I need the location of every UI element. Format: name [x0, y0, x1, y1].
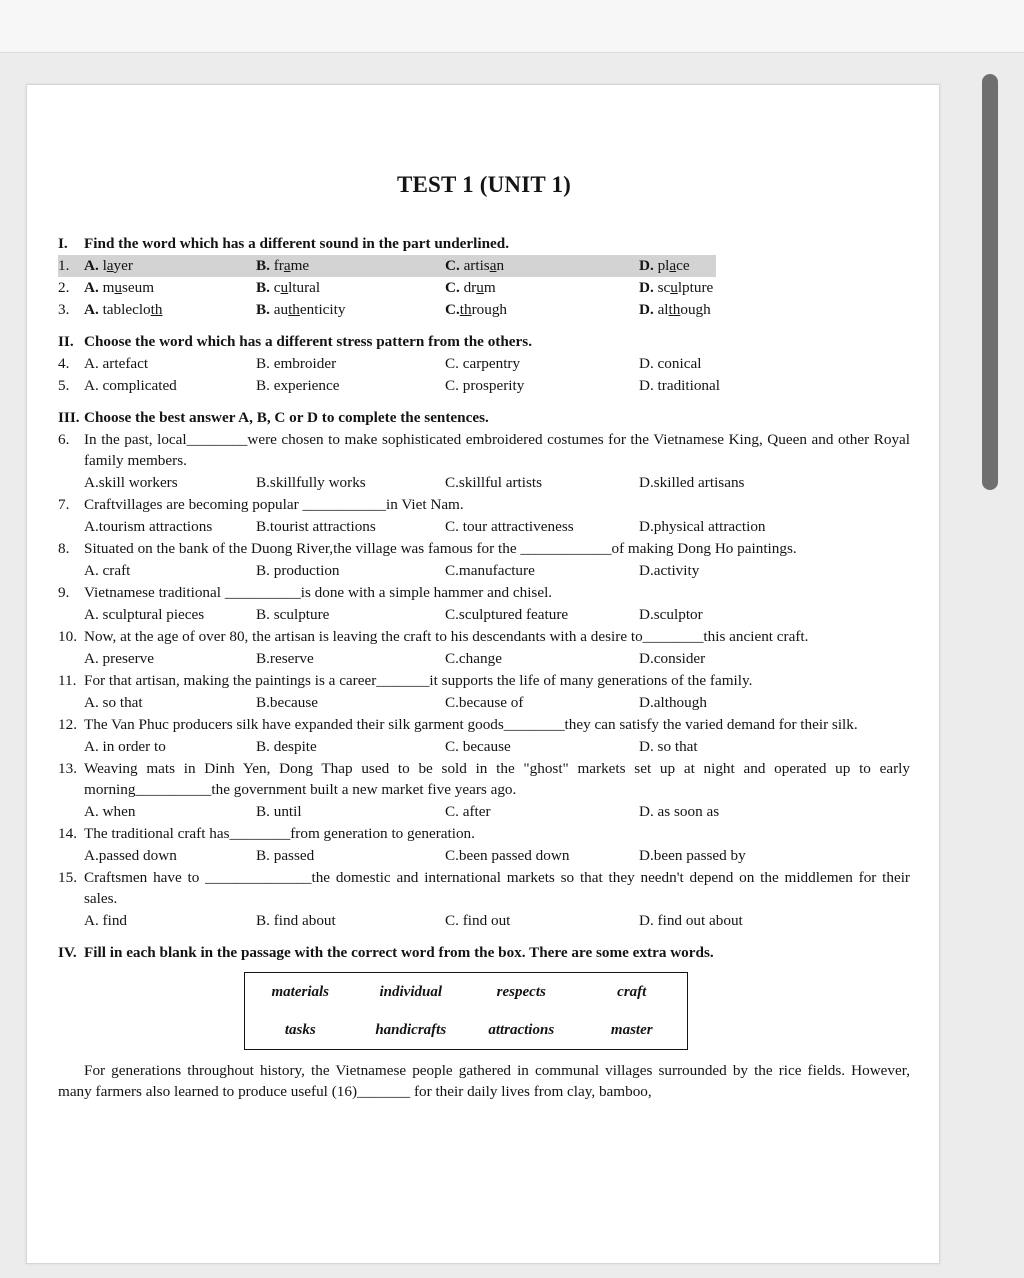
word-box-item: materials	[271, 983, 329, 1000]
option-a: A. find	[84, 912, 128, 929]
option-a: A. artefact	[84, 355, 149, 372]
question-number: 4.	[58, 355, 70, 372]
question-options	[58, 844, 910, 867]
section-number: III.	[58, 409, 80, 426]
question-12	[58, 714, 910, 758]
option-c: C.because of	[445, 694, 524, 711]
option-b: B.tourist attractions	[256, 518, 376, 535]
question-text: Weaving mats in Dinh Yen, Dong Thap used to be sold in the "ghost" markets set up at night and operated up to early morning__________the government built a new market five years ago.	[84, 760, 910, 798]
option-a: A. museum	[84, 279, 155, 296]
question-options	[58, 515, 910, 538]
option-d: D. find out about	[639, 912, 743, 929]
question-number: 15.	[58, 869, 77, 886]
section-2-heading	[58, 331, 910, 353]
question-options	[58, 735, 910, 758]
option-c: C.manufacture	[445, 562, 535, 579]
option-a: A. in order to	[84, 738, 166, 755]
page-title: TEST 1 (UNIT 1)	[396, 172, 572, 197]
question-6	[58, 429, 910, 494]
section-number: I.	[58, 235, 68, 252]
section-4-heading	[58, 942, 910, 964]
question-number: 6.	[58, 431, 70, 448]
question-stem	[58, 758, 910, 800]
word-box-item: attractions	[488, 1021, 555, 1038]
section-text: Fill in each blank in the passage with the correct word from the box. There are some extra words.	[84, 944, 714, 961]
option-c: C. artisan	[445, 257, 505, 274]
word-box-wrapper	[236, 972, 696, 1050]
question-stem	[58, 670, 910, 691]
option-b: B. authenticity	[256, 301, 346, 318]
question-options	[58, 559, 910, 582]
section-text: Choose the word which has a different stress pattern from the others.	[84, 333, 532, 350]
question-13	[58, 758, 910, 823]
option-d: D. although	[639, 301, 711, 318]
scrollbar-thumb[interactable]	[982, 74, 998, 490]
question-text: The Van Phuc producers silk have expanded their silk garment goods________they can satisfy the varied demand for their silk.	[84, 716, 858, 733]
option-c: C. because	[445, 738, 511, 755]
option-b: B.skillfully works	[256, 474, 366, 491]
option-c: C. carpentry	[445, 355, 521, 372]
option-b: B. despite	[256, 738, 317, 755]
section-1-heading	[58, 233, 910, 255]
question-5	[58, 375, 910, 397]
option-a: A. craft	[84, 562, 131, 579]
mcq-list	[58, 429, 910, 932]
option-a: A. so that	[84, 694, 143, 711]
question-1	[58, 255, 716, 277]
question-8	[58, 538, 910, 582]
question-stem	[58, 867, 910, 909]
option-b: B. embroider	[256, 355, 337, 372]
option-d: D.been passed by	[639, 847, 746, 864]
option-a: A. when	[84, 803, 136, 820]
option-c: C.change	[445, 650, 502, 667]
question-stem	[58, 582, 910, 603]
question-number: 7.	[58, 496, 70, 513]
question-text: Vietnamese traditional __________is done with a simple hammer and chisel.	[84, 584, 553, 601]
option-c: C.been passed down	[445, 847, 570, 864]
section-3-heading	[58, 407, 910, 429]
option-d: D.consider	[639, 650, 706, 667]
question-text: Craftvillages are becoming popular ___________in Viet Nam.	[84, 496, 464, 513]
word-box-item: individual	[379, 983, 442, 1000]
section-number: IV.	[58, 944, 77, 961]
word-box-item: tasks	[284, 1021, 316, 1038]
question-options	[58, 800, 910, 823]
option-c: C. drum	[445, 279, 496, 296]
word-box-row	[245, 1011, 687, 1049]
question-15	[58, 867, 910, 932]
word-box-item: handicrafts	[375, 1021, 447, 1038]
question-number: 8.	[58, 540, 70, 557]
question-number: 3.	[58, 301, 70, 318]
section-number: II.	[58, 333, 74, 350]
question-text: Situated on the bank of the Duong River,the village was famous for the ____________of making Dong Ho paintings.	[84, 540, 797, 557]
option-d: D.sculptor	[639, 606, 703, 623]
option-d: D.skilled artisans	[639, 474, 745, 491]
option-d: D. traditional	[639, 377, 720, 394]
question-text: In the past, local________were chosen to make sophisticated embroidered costumes for the Vietnamese King, Queen and other Royal family members.	[84, 431, 910, 469]
option-b: B.reserve	[256, 650, 314, 667]
option-d: D. so that	[639, 738, 698, 755]
word-box-item: respects	[496, 983, 546, 1000]
option-c: C.through	[445, 301, 508, 318]
top-bar	[0, 0, 1024, 53]
question-4	[58, 353, 910, 375]
option-d: D. sculpture	[639, 279, 714, 296]
option-c: C.sculptured feature	[445, 606, 569, 623]
question-11	[58, 670, 910, 714]
question-options	[58, 471, 910, 494]
question-text: Now, at the age of over 80, the artisan is leaving the craft to his descendants with a desire to________this ancient craft.	[84, 628, 809, 645]
option-d: D.physical attraction	[639, 518, 766, 535]
option-b: B. sculpture	[256, 606, 330, 623]
question-stem	[58, 538, 910, 559]
question-stem	[58, 714, 910, 735]
word-box-row	[245, 973, 687, 1011]
option-c: C. prosperity	[445, 377, 525, 394]
option-b: B.because	[256, 694, 318, 711]
question-number: 10.	[58, 628, 77, 645]
question-text: For that artisan, making the paintings is a career_______it supports the life of many generations of the family.	[84, 672, 753, 689]
option-d: D.although	[639, 694, 707, 711]
question-options	[58, 909, 910, 932]
option-c: C. find out	[445, 912, 511, 929]
question-options	[58, 647, 910, 670]
word-box-item: master	[610, 1021, 653, 1038]
option-a: A. layer	[84, 257, 133, 274]
question-stem	[58, 494, 910, 515]
option-b: B. frame	[256, 257, 310, 274]
option-d: D. as soon as	[639, 803, 720, 820]
question-text: Craftsmen have to ______________the domestic and international markets so that they needn't depend on the middlemen for their sales.	[84, 869, 910, 907]
question-9	[58, 582, 910, 626]
option-b: B. find about	[256, 912, 336, 929]
option-a: A. sculptural pieces	[84, 606, 205, 623]
passage-text: For generations throughout history, the Vietnamese people gathered in communal villages surrounded by the rice fields. However, many farmers also learned to produce useful (16)_______ for their daily lives from clay, bamboo,	[58, 1062, 910, 1100]
section-text: Find the word which has a different sound in the part underlined.	[84, 235, 510, 252]
question-options	[58, 603, 910, 626]
question-number: 12.	[58, 716, 77, 733]
question-10	[58, 626, 910, 670]
question-stem	[58, 429, 910, 471]
option-c: C. tour attractiveness	[445, 518, 574, 535]
question-text: The traditional craft has________from generation to generation.	[84, 825, 475, 842]
word-box	[244, 972, 688, 1050]
option-a: A. preserve	[84, 650, 154, 667]
option-a: A. tablecloth	[84, 301, 163, 318]
question-number: 14.	[58, 825, 77, 842]
option-a: A.passed down	[84, 847, 177, 864]
question-number: 11.	[58, 672, 77, 689]
question-number: 1.	[58, 257, 70, 274]
option-d: D.activity	[639, 562, 700, 579]
question-number: 9.	[58, 584, 70, 601]
word-box-item: craft	[617, 983, 647, 1000]
document-content	[58, 172, 910, 1102]
option-c: C. after	[445, 803, 491, 820]
question-3	[58, 299, 910, 321]
question-2	[58, 277, 910, 299]
option-b: B. passed	[256, 847, 315, 864]
option-a: A.skill workers	[84, 474, 178, 491]
section-text: Choose the best answer A, B, C or D to complete the sentences.	[84, 409, 489, 426]
question-number: 13.	[58, 760, 77, 777]
question-options	[58, 691, 910, 714]
option-d: D. conical	[639, 355, 702, 372]
option-a: A.tourism attractions	[84, 518, 213, 535]
option-b: B. until	[256, 803, 302, 820]
option-d: D. place	[639, 257, 690, 274]
option-b: B. production	[256, 562, 340, 579]
question-number: 2.	[58, 279, 70, 296]
option-a: A. complicated	[84, 377, 177, 394]
option-b: B. cultural	[256, 279, 321, 296]
question-stem	[58, 626, 910, 647]
question-stem	[58, 823, 910, 844]
question-number: 5.	[58, 377, 70, 394]
option-c: C.skillful artists	[445, 474, 543, 491]
question-7	[58, 494, 910, 538]
option-b: B. experience	[256, 377, 340, 394]
question-14	[58, 823, 910, 867]
